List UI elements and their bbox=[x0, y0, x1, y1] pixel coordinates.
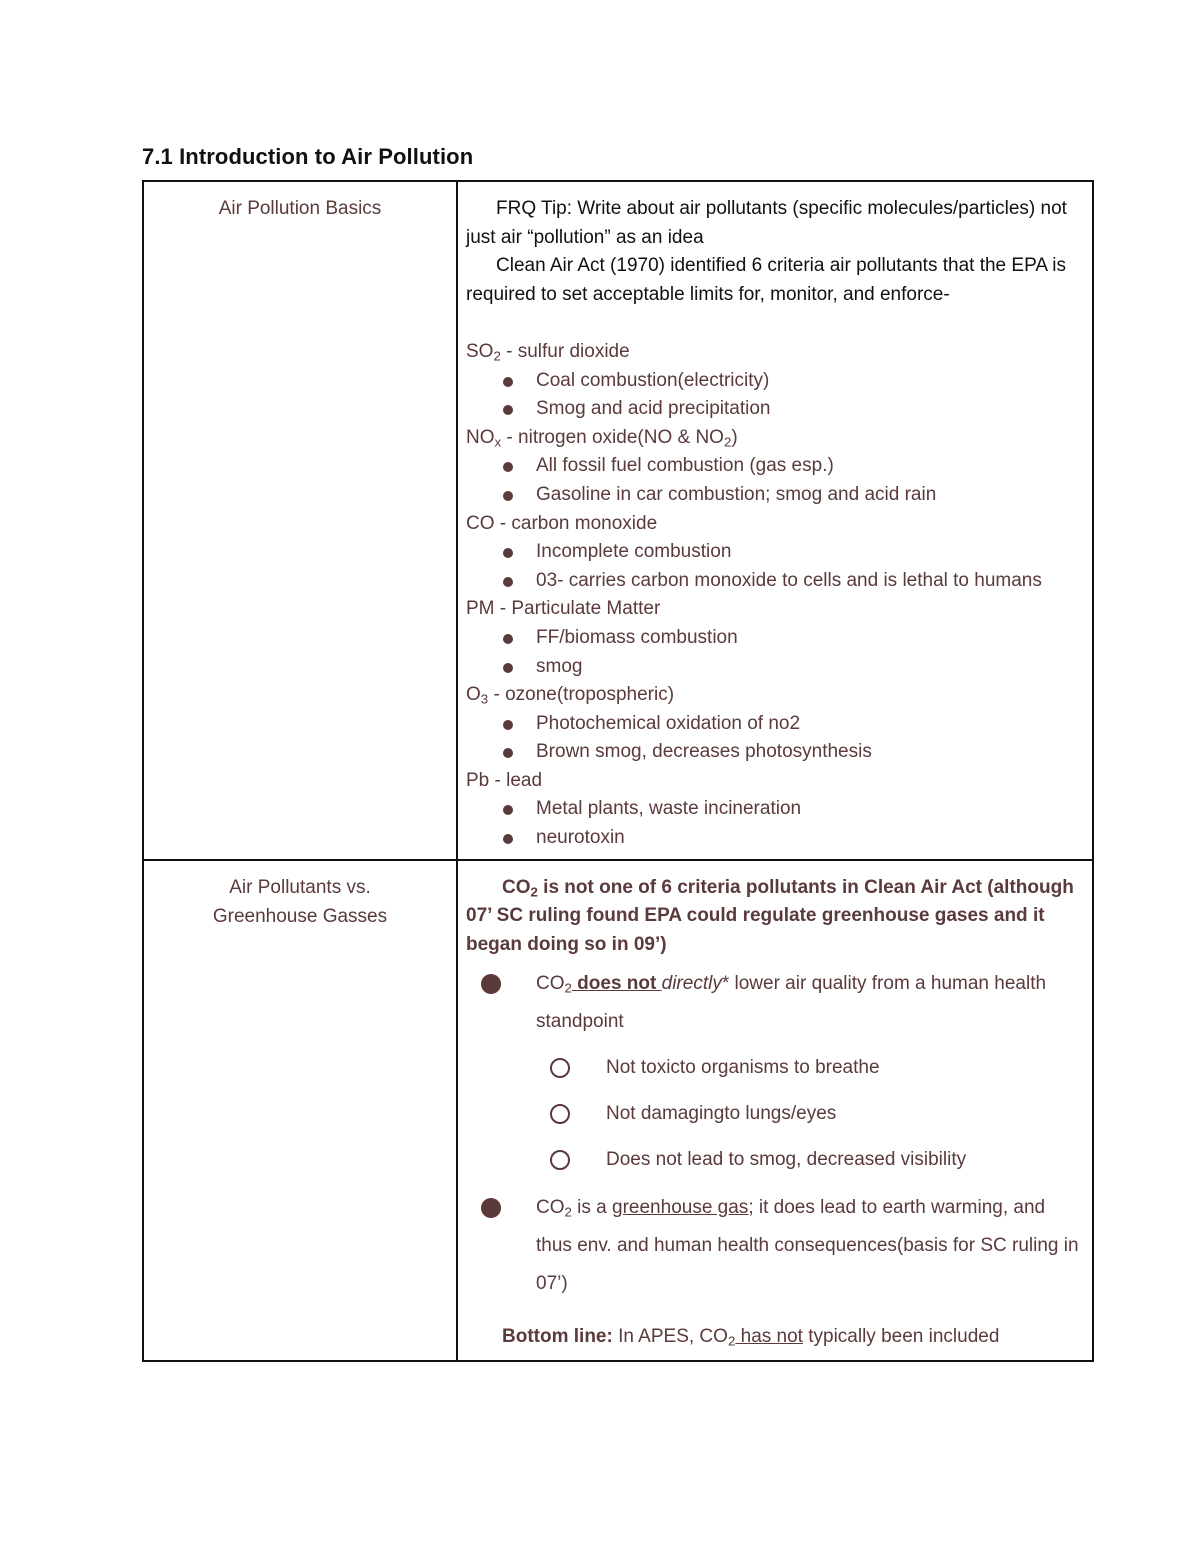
list-item: Not toxicto organisms to breathe bbox=[536, 1045, 1084, 1091]
co2-headline: CO2 is not one of 6 criteria pollutants in Clean Air Act (although 07’ SC ruling found EPA could regulate greenhouse gases and it began doing so in 09’) bbox=[466, 876, 1074, 955]
notes-table bbox=[142, 180, 1094, 1362]
list-item: Coal combustion(electricity) bbox=[466, 367, 1084, 396]
list-item: CO2 is a greenhouse gas; it does lead to earth warming, and thus env. and human health consequences(basis for SC ruling in 07’) bbox=[466, 1189, 1084, 1303]
pollutant-o3: O3 - ozone(tropospheric) bbox=[466, 684, 675, 707]
row-label-line: Greenhouse Gasses bbox=[212, 905, 388, 927]
list-item: Does not lead to smog, decreased visibility bbox=[536, 1137, 1084, 1183]
pollutant-pm: PM - Particulate Matter bbox=[466, 598, 661, 620]
list-item: CO2 does not directly* lower air quality from a human health standpoint Not toxicto organisms to breathe Not damagingto lungs/eyes Does not lead to smog, decreased visibility bbox=[466, 965, 1084, 1183]
list-item: neurotoxin bbox=[466, 824, 1084, 853]
list-item: Metal plants, waste incineration bbox=[466, 795, 1084, 824]
page-title: 7.1 Introduction to Air Pollution bbox=[142, 144, 474, 169]
list-item: FF/biomass combustion bbox=[466, 624, 1084, 653]
list-item: smog bbox=[466, 653, 1084, 682]
list-item: All fossil fuel combustion (gas esp.) bbox=[466, 452, 1084, 481]
pollutant-so2: SO2 - sulfur dioxide bbox=[466, 340, 630, 364]
nox-bullets bbox=[466, 452, 1084, 509]
pm-bullets bbox=[466, 624, 1084, 681]
row-content bbox=[457, 181, 1093, 860]
table-row bbox=[143, 181, 1093, 860]
list-item: Gasoline in car combustion; smog and acid rain bbox=[466, 481, 1084, 510]
row-label-line: Air Pollutants vs. bbox=[229, 876, 371, 898]
frq-tip: FRQ Tip: Write about air pollutants (specific molecules/particles) not just air “pollution” as an idea bbox=[466, 198, 1067, 248]
row-label bbox=[143, 860, 457, 1361]
pollutant-pb: Pb - lead bbox=[466, 769, 543, 791]
pollutant-nox: NOx - nitrogen oxide(NO & NO2) bbox=[466, 426, 738, 450]
pollutant-co: CO - carbon monoxide bbox=[466, 512, 658, 534]
pb-bullets bbox=[466, 795, 1084, 852]
row-content bbox=[457, 860, 1093, 1361]
co2-subpoints bbox=[536, 1045, 1084, 1183]
so2-bullets bbox=[466, 367, 1084, 424]
row-label bbox=[143, 181, 457, 860]
list-item: 03- carries carbon monoxide to cells and is lethal to humans bbox=[466, 567, 1084, 596]
table-row bbox=[143, 860, 1093, 1361]
list-item: Not damagingto lungs/eyes bbox=[536, 1091, 1084, 1137]
row-label-text: Air Pollution Basics bbox=[218, 198, 382, 219]
clean-air-act: Clean Air Act (1970) identified 6 criteria air pollutants that the EPA is required to set acceptable limits for, monitor, and enforce- bbox=[466, 255, 1066, 305]
list-item: Photochemical oxidation of no2 bbox=[466, 710, 1084, 739]
bottom-line: Bottom line: In APES, CO2 has not typically been included bbox=[502, 1326, 1000, 1349]
co2-points bbox=[466, 965, 1084, 1303]
list-item: Smog and acid precipitation bbox=[466, 395, 1084, 424]
o3-bullets bbox=[466, 710, 1084, 767]
list-item: Brown smog, decreases photosynthesis bbox=[466, 738, 1084, 767]
list-item: Incomplete combustion bbox=[466, 538, 1084, 567]
co-bullets bbox=[466, 538, 1084, 595]
